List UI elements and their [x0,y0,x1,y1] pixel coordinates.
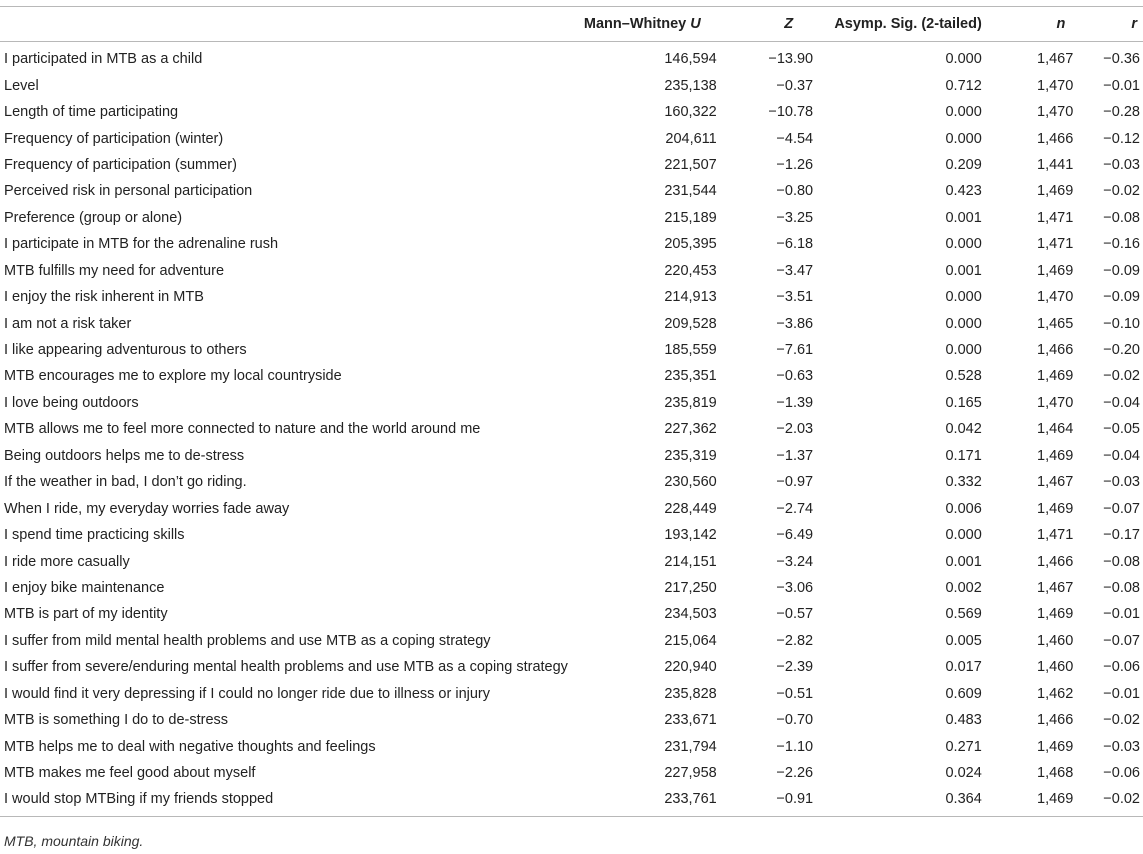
cell-mann-whitney-u: 230,560 [664,474,717,491]
cell-n: 1,469 [1037,183,1074,200]
cell-mann-whitney-u: 221,507 [664,156,717,173]
cell-item: I ride more casually [4,553,130,570]
cell-r: −0.03 [1103,474,1140,491]
cell-mann-whitney-u: 215,189 [664,209,717,226]
table-footnote: MTB, mountain biking. [4,833,144,849]
cell-asymp-sig: 0.000 [945,236,982,253]
cell-mann-whitney-u: 220,453 [664,262,717,279]
cell-r: −0.04 [1103,447,1140,464]
cell-n: 1,466 [1037,553,1074,570]
cell-asymp-sig: 0.712 [945,77,982,94]
cell-mann-whitney-u: 214,913 [664,289,717,306]
cell-z: −2.39 [776,659,814,676]
cell-asymp-sig: 0.569 [945,606,982,623]
cell-r: −0.07 [1103,632,1140,649]
cell-mann-whitney-u: 235,319 [664,447,717,464]
cell-r: −0.02 [1103,712,1140,729]
cell-item: I spend time practicing skills [4,527,185,544]
cell-r: −0.08 [1103,579,1140,596]
cell-r: −0.07 [1103,500,1140,517]
table-row [0,786,1143,816]
table-row [0,733,1143,759]
header-row [0,7,1143,42]
cell-n: 1,469 [1037,262,1074,279]
table-row [0,681,1143,707]
cell-item: I suffer from severe/enduring mental health problems and use MTB as a coping strategy [4,659,568,676]
cell-item: MTB allows me to feel more connected to nature and the world around me [4,421,481,438]
cell-z: −0.63 [776,368,814,385]
cell-r: −0.12 [1103,130,1140,147]
cell-n: 1,470 [1037,77,1074,94]
cell-z: −1.10 [776,738,814,755]
cell-item: I am not a risk taker [4,315,132,332]
cell-z: −1.37 [776,447,814,464]
cell-mann-whitney-u: 227,958 [664,765,717,782]
table-row [0,231,1143,257]
cell-z: −0.80 [776,183,814,200]
cell-r: −0.02 [1079,786,1143,816]
cell-mann-whitney-u: 231,544 [664,183,717,200]
table-row [0,42,1143,73]
cell-item: MTB makes me feel good about myself [4,765,256,782]
cell-asymp-sig: 0.000 [945,342,982,359]
cell-asymp-sig: 0.000 [945,315,982,332]
cell-asymp-sig: 0.002 [945,579,982,596]
cell-z: −3.51 [776,289,814,306]
cell-asymp-sig: 0.024 [945,765,982,782]
cell-item: Frequency of participation (summer) [4,156,237,173]
cell-z: −13.90 [768,51,814,68]
cell-asymp-sig: 0.528 [945,368,982,385]
cell-n: 1,467 [1037,579,1074,596]
cell-mann-whitney-u: 185,559 [664,342,717,359]
cell-r: −0.28 [1103,104,1140,121]
cell-item: MTB is something I do to de-stress [4,712,229,729]
cell-asymp-sig: 0.001 [945,209,982,226]
cell-mann-whitney-u: 205,395 [664,236,717,253]
table-row [0,310,1143,336]
header-u-letter: U [690,16,701,32]
cell-z: −0.70 [776,712,814,729]
cell-item: I participated in MTB as a child [4,51,203,68]
cell-asymp-sig: 0.017 [945,659,982,676]
cell-n: 1,441 [1037,156,1074,173]
cell-item: I participate in MTB for the adrenaline rush [4,236,279,253]
cell-item: MTB encourages me to explore my local countryside [4,368,342,385]
cell-mann-whitney-u: 235,819 [664,394,717,411]
cell-asymp-sig: 0.165 [945,394,982,411]
cell-r: −0.20 [1103,342,1140,359]
cell-z: −3.06 [776,579,814,596]
table-header [0,7,1143,42]
cell-item: Perceived risk in personal participation [4,183,253,200]
table-row [0,258,1143,284]
cell-z: −0.97 [776,474,814,491]
table-row [0,443,1143,469]
cell-asymp-sig: 0.000 [945,104,982,121]
cell-n: 1,464 [1037,421,1074,438]
header-r [1079,7,1143,42]
cell-z: −0.37 [776,77,814,94]
cell-z: −2.82 [776,632,814,649]
header-n [998,7,1080,42]
cell-n: 1,469 [1037,368,1074,385]
cell-z: −0.51 [776,685,814,702]
table-row [0,628,1143,654]
table-row [0,575,1143,601]
table-row [0,337,1143,363]
cell-z: −3.47 [776,262,814,279]
cell-n: 1,470 [1037,289,1074,306]
header-z-letter: Z [784,16,794,32]
cell-asymp-sig: 0.001 [945,262,982,279]
cell-r: −0.02 [1103,368,1140,385]
table-row [0,363,1143,389]
cell-z: −1.39 [776,394,814,411]
cell-r: −0.02 [1103,183,1140,200]
cell-mann-whitney-u: 214,151 [664,553,717,570]
cell-mann-whitney-u: 215,064 [664,632,717,649]
cell-n: 1,465 [1037,315,1074,332]
header-mann-whitney-u [574,7,723,42]
cell-item: When I ride, my everyday worries fade away [4,500,290,517]
cell-item: I enjoy the risk inherent in MTB [4,289,204,306]
cell-r: −0.08 [1103,553,1140,570]
cell-z: −2.74 [776,500,814,517]
cell-z: −2.03 [776,421,814,438]
cell-n: 1,467 [1037,474,1074,491]
table-row [0,152,1143,178]
cell-item: I would find it very depressing if I could no longer ride due to illness or injury [4,685,491,702]
cell-n: 1,460 [1037,659,1074,676]
cell-mann-whitney-u: 220,940 [664,659,717,676]
cell-n: 1,467 [1037,51,1074,68]
cell-n: 1,469 [1037,738,1074,755]
cell-mann-whitney-u: 233,671 [664,712,717,729]
cell-r: −0.01 [1103,685,1140,702]
header-n-letter: n [1056,16,1066,32]
table-row [0,390,1143,416]
cell-z: −7.61 [776,342,814,359]
cell-n: 1,469 [1037,606,1074,623]
cell-asymp-sig: 0.000 [945,130,982,147]
cell-mann-whitney-u: 160,322 [664,104,717,121]
cell-asymp-sig: 0.005 [945,632,982,649]
table-row [0,707,1143,733]
cell-r: −0.04 [1103,394,1140,411]
cell-r: −0.08 [1103,209,1140,226]
cell-z: −0.91 [723,786,819,816]
cell-mann-whitney-u: 204,611 [665,130,717,147]
cell-r: −0.01 [1103,606,1140,623]
cell-n: 1,466 [1037,712,1074,729]
cell-r: −0.03 [1103,156,1140,173]
cell-n: 1,471 [1037,236,1074,253]
cell-z: −3.25 [776,209,814,226]
table-row [0,469,1143,495]
cell-asymp-sig: 0.609 [945,685,982,702]
cell-n: 1,468 [1037,765,1074,782]
cell-item: I enjoy bike maintenance [4,579,165,596]
cell-mann-whitney-u: 228,449 [664,500,717,517]
cell-mann-whitney-u: 227,362 [664,421,717,438]
cell-r: −0.03 [1103,738,1140,755]
cell-r: −0.09 [1103,289,1140,306]
cell-item: I like appearing adventurous to others [4,342,247,359]
cell-n: 1,471 [1037,209,1074,226]
cell-r: −0.06 [1103,659,1140,676]
cell-r: −0.16 [1103,236,1140,253]
cell-asymp-sig: 0.483 [945,712,982,729]
cell-item: Being outdoors helps me to de-stress [4,447,245,464]
cell-asymp-sig: 0.000 [945,51,982,68]
cell-asymp-sig: 0.042 [945,421,982,438]
cell-item: I would stop MTBing if my friends stopped [0,786,574,816]
cell-z: −4.54 [776,130,814,147]
table-row [0,760,1143,786]
cell-item: MTB helps me to deal with negative thoughts and feelings [4,738,376,755]
header-z [723,7,819,42]
cell-z: −3.24 [776,553,814,570]
cell-mann-whitney-u: 235,828 [664,685,717,702]
cell-item: MTB fulfills my need for adventure [4,262,225,279]
cell-z: −2.26 [776,765,814,782]
cell-r: −0.06 [1103,765,1140,782]
cell-item: Preference (group or alone) [4,209,183,226]
header-item [0,7,574,42]
cell-asymp-sig: 0.209 [945,156,982,173]
cell-n: 1,470 [1037,104,1074,121]
table-row [0,284,1143,310]
cell-n: 1,469 [998,786,1080,816]
table-row [0,495,1143,521]
cell-asymp-sig: 0.171 [945,447,982,464]
cell-n: 1,466 [1037,342,1074,359]
cell-n: 1,466 [1037,130,1074,147]
cell-n: 1,469 [1037,500,1074,517]
cell-mann-whitney-u: 217,250 [664,579,717,596]
cell-item: MTB is part of my identity [4,606,168,623]
cell-mann-whitney-u: 235,351 [664,368,717,385]
cell-item: If the weather in bad, I don’t go riding. [4,474,247,491]
cell-asymp-sig: 0.006 [945,500,982,517]
table-row [0,99,1143,125]
table-row [0,125,1143,151]
cell-asymp-sig: 0.001 [945,553,982,570]
cell-r: −0.36 [1103,51,1140,68]
table-row [0,548,1143,574]
cell-asymp-sig: 0.000 [945,527,982,544]
cell-z: −10.78 [768,104,814,121]
cell-z: −3.86 [776,315,814,332]
cell-asymp-sig: 0.332 [945,474,982,491]
header-mann-whitney-text: Mann–Whitney [583,16,691,32]
cell-z: −6.18 [776,236,814,253]
cell-item: Frequency of participation (winter) [4,130,224,147]
cell-mann-whitney-u: 234,503 [664,606,717,623]
cell-item: I love being outdoors [4,394,139,411]
cell-n: 1,462 [1037,685,1074,702]
header-r-letter: r [1131,16,1137,32]
cell-mann-whitney-u: 193,142 [664,527,717,544]
cell-r: −0.10 [1103,315,1140,332]
cell-asymp-sig: 0.423 [945,183,982,200]
cell-item: Level [4,77,39,94]
cell-z: −1.26 [776,156,814,173]
cell-z: −0.57 [776,606,814,623]
cell-mann-whitney-u: 209,528 [664,315,717,332]
table-body [0,42,1143,817]
table-row [0,178,1143,204]
table-row [0,205,1143,231]
cell-asymp-sig: 0.000 [945,289,982,306]
cell-mann-whitney-u: 146,594 [664,51,717,68]
results-table [0,6,1143,817]
cell-r: −0.17 [1103,527,1140,544]
table-row [0,654,1143,680]
cell-item: I suffer from mild mental health problems and use MTB as a coping strategy [4,632,491,649]
cell-z: −6.49 [776,527,814,544]
cell-item: Length of time participating [4,104,179,121]
cell-r: −0.09 [1103,262,1140,279]
cell-n: 1,469 [1037,447,1074,464]
cell-asymp-sig: 0.364 [819,786,998,816]
header-asymp-sig: Asymp. Sig. (2-tailed) [819,7,998,42]
table-row [0,416,1143,442]
cell-n: 1,471 [1037,527,1074,544]
cell-n: 1,460 [1037,632,1074,649]
table-row [0,72,1143,98]
cell-mann-whitney-u: 233,761 [574,786,723,816]
cell-r: −0.01 [1103,77,1140,94]
table-row [0,522,1143,548]
cell-mann-whitney-u: 235,138 [664,77,717,94]
cell-r: −0.05 [1103,421,1140,438]
cell-mann-whitney-u: 231,794 [664,738,717,755]
cell-n: 1,470 [1037,394,1074,411]
cell-asymp-sig: 0.271 [945,738,982,755]
table-row [0,601,1143,627]
